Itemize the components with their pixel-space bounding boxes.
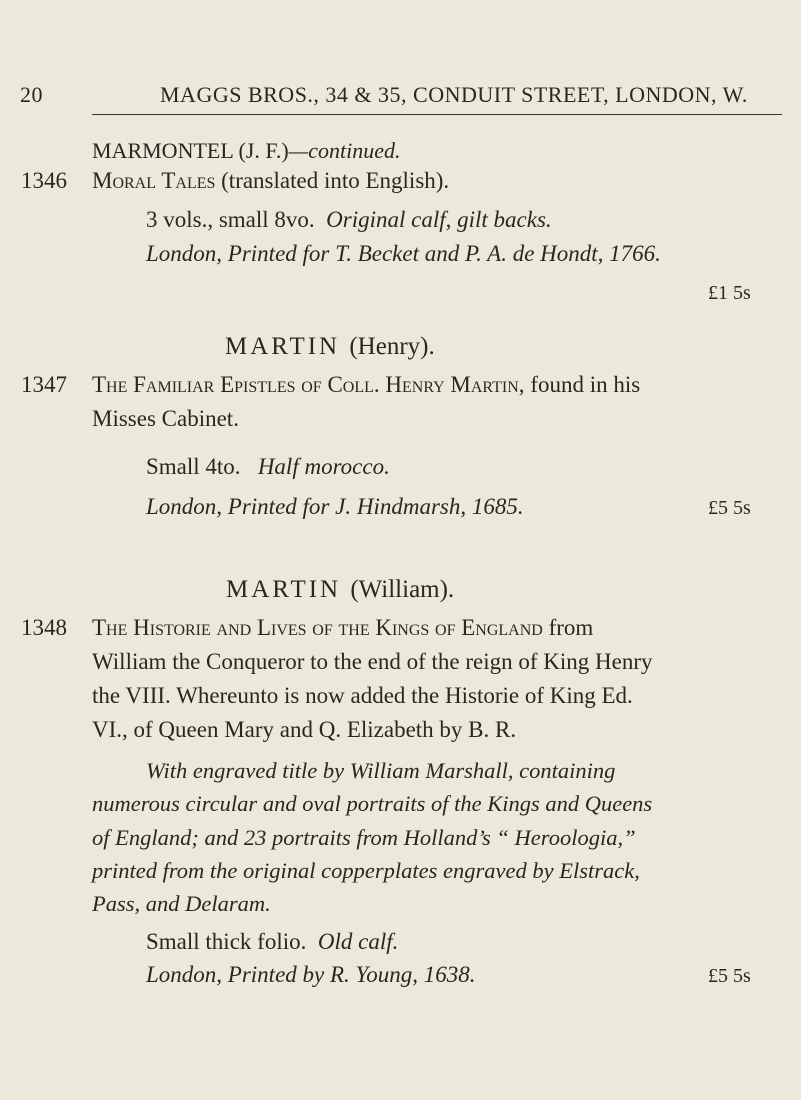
entry-format: Small 4to.	[146, 454, 241, 479]
entry-price-1348: £5 5s	[708, 965, 751, 987]
entry-title-1348-line2: William the Conqueror to the end of the reign of King Henry	[92, 649, 653, 674]
entry-title-sc: The Familiar Epistles of Coll. Henry Martin,	[92, 372, 525, 397]
entry-number-1347: 1347	[21, 372, 67, 397]
entry-format: Small thick folio.	[146, 929, 307, 954]
entry-title-1347-line1	[92, 372, 640, 398]
entry-imprint-1347: London, Printed for J. Hindmarsh, 1685.	[146, 494, 524, 519]
entry-imprint-1346: London, Printed for T. Becket and P. A. de Hondt, 1766.	[146, 241, 661, 266]
entry-format-line-1348	[146, 929, 398, 955]
entry-title-suffix: (translated into English).	[215, 168, 450, 193]
entry-title-1348-line1	[92, 615, 593, 641]
entry-title-1347-line2: Misses Cabinet.	[92, 406, 239, 431]
entry-title-1348-line4: VI., of Queen Mary and Q. Elizabeth by B. R.	[92, 717, 517, 742]
entry-desc-1348-line2: numerous circular and oval portraits of the Kings and Queens	[92, 791, 653, 816]
continued-note: —continued.	[288, 138, 401, 163]
author-heading-surname: MARTIN	[226, 576, 342, 603]
entry-binding: Original calf, gilt backs.	[326, 207, 552, 232]
author-heading-henry	[225, 333, 435, 361]
continued-author: MARMONTEL (J. F.)	[92, 138, 289, 163]
entry-title-suffix: found in his	[524, 372, 641, 397]
entry-imprint-1348: London, Printed by R. Young, 1638.	[146, 962, 476, 987]
author-heading-forename: (William).	[350, 576, 455, 603]
author-heading-forename: (Henry).	[349, 333, 435, 360]
entry-number-1348: 1348	[21, 615, 67, 640]
entry-title-suffix: from	[542, 615, 594, 640]
entry-desc-1348-line5: Pass, and Delaram.	[92, 891, 271, 916]
author-heading-surname: MARTIN	[225, 333, 341, 360]
entry-price-1347: £5 5s	[708, 497, 751, 519]
entry-title-sc: The Historie and Lives of the Kings of England	[92, 615, 543, 640]
running-header	[20, 82, 780, 108]
entry-format: 3 vols., small 8vo.	[146, 207, 315, 232]
continued-author-line	[92, 138, 400, 164]
entry-desc-1348-line3: of England; and 23 portraits from Holland’s “ Heroologia,”	[92, 825, 636, 850]
running-title: MAGGS BROS., 34 & 35, CONDUIT STREET, LONDON, W.	[160, 82, 748, 107]
entry-price-1346: £1 5s	[708, 282, 751, 304]
author-heading-william	[226, 576, 454, 604]
entry-format-line-1346	[146, 207, 552, 233]
entry-binding: Old calf.	[317, 929, 399, 954]
page-number: 20	[20, 82, 43, 107]
entry-desc-1348-line4: printed from the original copperplates engraved by Elstrack,	[92, 858, 640, 883]
header-rule	[92, 114, 782, 115]
entry-title-1346	[92, 168, 449, 194]
entry-binding: Half morocco.	[257, 454, 390, 479]
entry-desc-1348-line1: With engraved title by William Marshall, containing	[146, 758, 616, 783]
entry-title-1348-line3: the VIII. Whereunto is now added the Historie of King Ed.	[92, 683, 633, 708]
entry-title-sc: Moral Tales	[92, 168, 216, 193]
entry-format-line-1347	[146, 454, 390, 480]
entry-number-1346: 1346	[21, 168, 67, 193]
